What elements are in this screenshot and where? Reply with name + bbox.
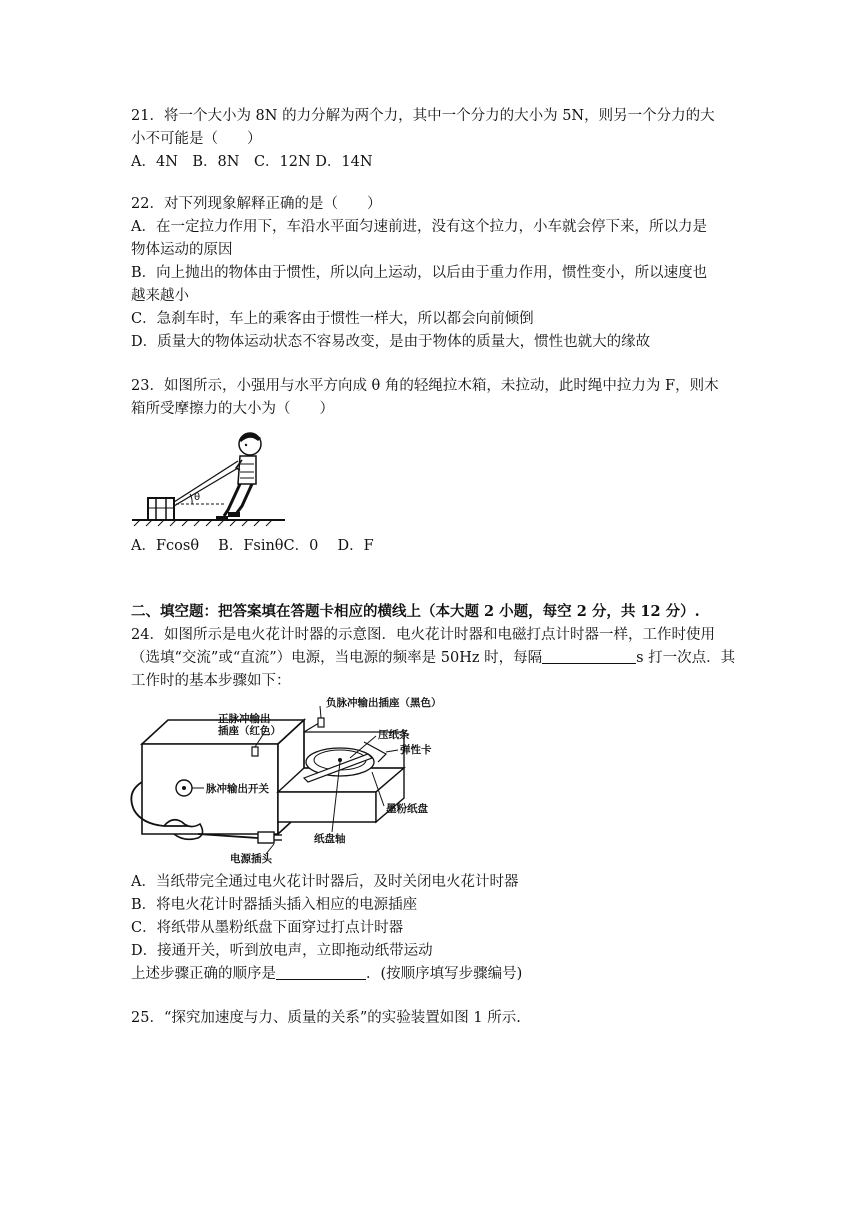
q24-order-line (131, 964, 522, 984)
label-positive-socket-line2: 插座（红色） (218, 725, 281, 737)
q23-figure-boy-pulling-box (130, 428, 290, 528)
answer-blank-interval[interactable] (542, 648, 636, 664)
label-disc-shaft: 纸盘轴 (314, 833, 346, 845)
q22-option-b-line2: 越来越小 (131, 288, 189, 304)
q22-option-a-line2: 物体运动的原因 (131, 242, 233, 258)
q24-step-d: D．接通开关，听到放电声，立即拖动纸带运动 (131, 943, 433, 959)
label-spring-card: 弹性卡 (400, 744, 432, 756)
q24-stem-line2 (131, 648, 735, 668)
label-ink-disc: 墨粉纸盘 (386, 803, 428, 815)
q23-stem-line2: 箱所受摩擦力的大小为（ ） (131, 401, 334, 417)
q24-order-after-blank: ．(按顺序填写步骤编号) (366, 966, 523, 982)
q21-stem-line2: 小不可能是（ ） (131, 131, 262, 147)
q24-step-b: B．将电火花计时器插头插入相应的电源插座 (131, 897, 418, 913)
q24-stem-line2-before-blank: （选填“交流”或“直流”）电源，当电源的频率是 50Hz 时，每隔 (131, 650, 543, 666)
label-pulse-switch: 脉冲输出开关 (206, 783, 269, 795)
label-paper-press: 压纸条 (378, 729, 410, 741)
q21-stem-line1: 21．将一个大小为 8N 的力分解为两个力，其中一个分力的大小为 5N，则另一个分力的大 (131, 108, 715, 124)
q23-theta-label: θ (194, 492, 201, 503)
q24-figure-spark-timer (128, 692, 468, 868)
q22-stem: 22．对下列现象解释正确的是（ ） (131, 196, 382, 212)
q24-stem-line1: 24．如图所示是电火花计时器的示意图．电火花计时器和电磁打点计时器一样，工作时使用 (131, 627, 715, 643)
q22-option-c: C．急刹车时，车上的乘客由于惯性一样大，所以都会向前倾倒 (131, 311, 534, 327)
q22-option-b-line1: B．向上抛出的物体由于惯性，所以向上运动，以后由于重力作用，惯性变小，所以速度也 (131, 265, 708, 281)
q23-stem-line1: 23．如图所示，小强用与水平方向成 θ 角的轻绳拉木箱，未拉动，此时绳中拉力为 F，则木 (131, 378, 719, 394)
q24-step-a: A．当纸带完全通过电火花计时器后，及时关闭电火花计时器 (131, 874, 519, 890)
q22-option-a-line1: A．在一定拉力作用下，车沿水平面匀速前进，没有这个拉力，小车就会停下来，所以力是 (131, 219, 707, 235)
q21-options: A．4N B．8N C．12N D．14N (131, 154, 373, 170)
q22-option-d: D．质量大的物体运动状态不容易改变，是由于物体的质量大，惯性也就大的缘故 (131, 334, 651, 350)
q23-options: A．Fcosθ B．FsinθC．0 D．F (131, 538, 374, 554)
q24-stem-line3: 工作时的基本步骤如下： (131, 673, 291, 689)
label-negative-socket: 负脉冲输出插座（黑色） (326, 697, 442, 709)
answer-blank-order[interactable] (276, 964, 366, 980)
q25-stem-line1: 25．“探究加速度与力、质量的关系”的实验装置如图 1 所示. (131, 1010, 521, 1026)
q24-order-before-blank: 上述步骤正确的顺序是 (131, 966, 276, 982)
q24-stem-line2-after-blank: s 打一次点．其 (636, 650, 736, 666)
label-power-plug: 电源插头 (230, 853, 272, 865)
section2-heading: 二、填空题：把答案填在答题卡相应的横线上（本大题 2 小题，每空 2 分，共 12 分）. (131, 603, 700, 620)
q24-step-c: C．将纸带从墨粉纸盘下面穿过打点计时器 (131, 920, 404, 936)
label-positive-socket-line1: 正脉冲输出 (218, 713, 271, 725)
